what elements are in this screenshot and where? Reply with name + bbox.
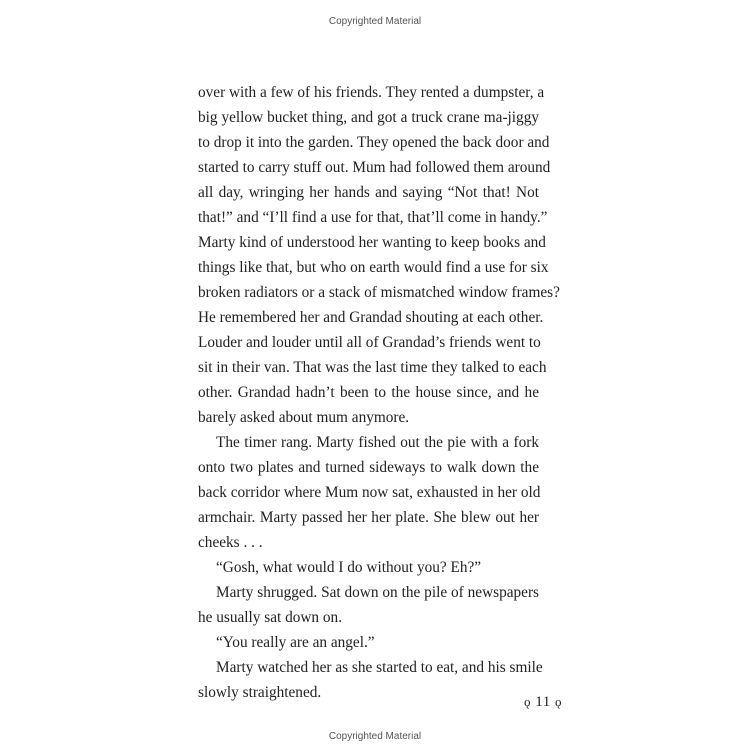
text-line: cheeks . . . xyxy=(198,534,263,551)
text-line: broken radiators or a stack of mismatched window frames? xyxy=(198,284,560,301)
text-line: back corridor where Mum now sat, exhausted in her old xyxy=(198,484,541,501)
text-line: “You really are an angel.” xyxy=(216,634,375,651)
text-line: onto two plates and turned sideways to walk down the xyxy=(198,459,539,476)
copyright-header: Copyrighted Material xyxy=(328,16,422,27)
text-line: that!” and “I’ll find a use for that, that’ll come in handy.” xyxy=(198,209,548,226)
text-line: over with a few of his friends. They rented a dumpster, a xyxy=(198,84,545,101)
page-number xyxy=(524,694,562,711)
text-line: He remembered her and Grandad shouting at each other. xyxy=(198,309,544,326)
page-number-value: 11 xyxy=(535,694,551,710)
right-ornament-icon: ǫ xyxy=(554,694,562,709)
text-line: Louder and louder until all of Grandad’s friends went to xyxy=(198,334,541,351)
copyright-footer: Copyrighted Material xyxy=(328,731,422,742)
text-line: to drop it into the garden. They opened the back door and xyxy=(198,134,550,151)
text-line: Marty kind of understood her wanting to keep books and xyxy=(198,234,546,251)
text-line: The timer rang. Marty fished out the pie with a fork xyxy=(216,434,539,451)
text-line: sit in their van. That was the last time they talked to each xyxy=(198,359,547,376)
text-line: other. Grandad hadn’t been to the house since, and he xyxy=(198,384,539,401)
text-line: “Gosh, what would I do without you? Eh?” xyxy=(216,559,482,576)
text-line: started to carry stuff out. Mum had followed them around xyxy=(198,159,551,176)
text-line: all day, wringing her hands and saying “Not that! Not xyxy=(198,184,539,201)
text-line: he usually sat down on. xyxy=(198,609,343,626)
text-line: big yellow bucket thing, and got a truck crane ma-jiggy xyxy=(198,109,539,126)
text-line: things like that, but who on earth would find a use for six xyxy=(198,259,549,276)
text-line: armchair. Marty passed her her plate. She blew out her xyxy=(198,509,539,526)
text-line: slowly straightened. xyxy=(198,684,322,701)
text-line: Marty shrugged. Sat down on the pile of newspapers xyxy=(216,584,539,601)
left-ornament-icon: ǫ xyxy=(524,694,531,709)
text-line: barely asked about mum anymore. xyxy=(198,409,410,426)
text-line: Marty watched her as she started to eat, and his smile xyxy=(216,659,543,676)
